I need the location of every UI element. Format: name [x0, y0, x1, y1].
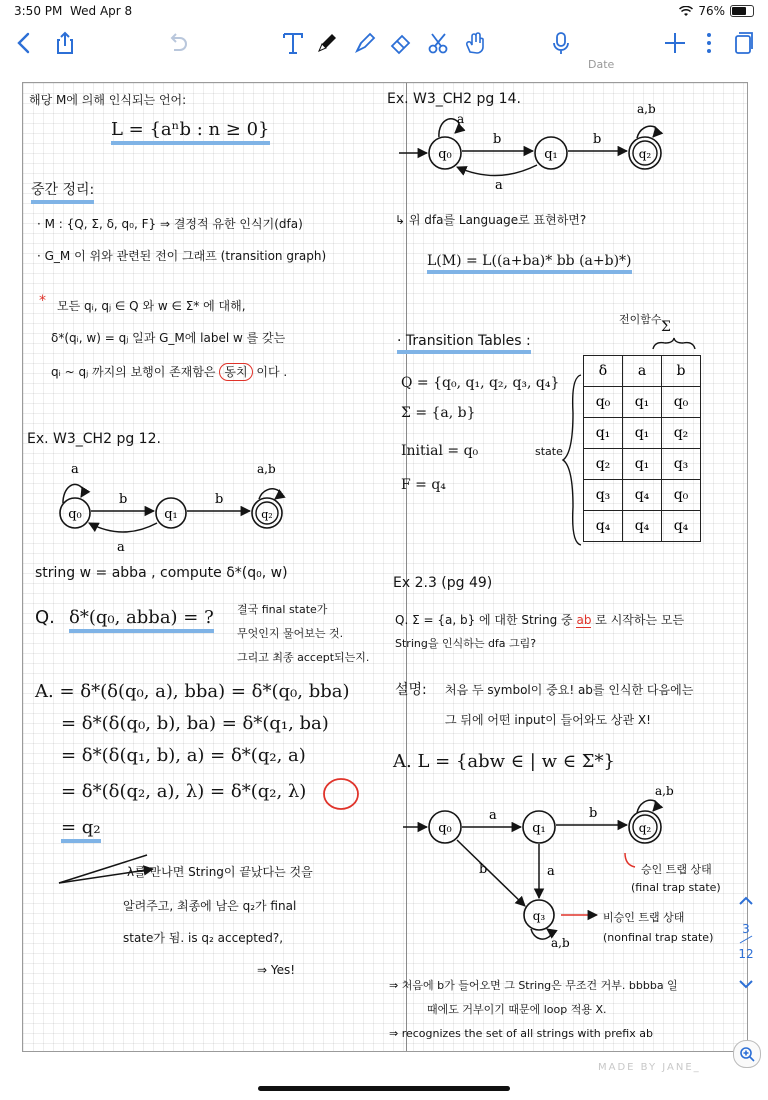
tt-transition-label: 전이함수 [619, 313, 662, 326]
total-pages: 12 [738, 947, 754, 961]
dfa1-edge-q0-q1: b [119, 492, 128, 507]
hand-tool-button[interactable] [460, 28, 490, 58]
summary-bullet-1: · M : {Q, Σ, δ, q₀, F} ⇒ 결정적 유한 인식기(dfa) [37, 217, 303, 231]
lasso-button[interactable] [424, 28, 454, 58]
lasso-scissors-icon [426, 30, 452, 56]
question-note-1: 결국 final state가 [237, 603, 328, 616]
final-note-2: 때에도 거부이기 때문에 loop 적용 X. [427, 1003, 607, 1016]
star-mark: * [39, 293, 46, 309]
note-line-4: ⇒ Yes! [257, 963, 296, 977]
accept-trap-note-1: 승인 트랩 상태 [641, 863, 712, 876]
dfa1-edge-q1-q0: a [117, 540, 125, 555]
table-row [584, 387, 701, 418]
table-cell: q₁ [584, 418, 623, 449]
dfa2-edge-q0-q1: b [493, 132, 502, 147]
example-1-title: Ex. W3_CH2 pg 12. [27, 431, 161, 447]
pen-tool-button[interactable] [312, 28, 342, 58]
example-3-question-text: Q. Σ = {a, b} 에 대한 String 중 [395, 613, 573, 627]
current-page: 3 [742, 922, 750, 936]
explanation-line-2: 그 뒤에 어떤 input이 들어와도 상관 X! [445, 713, 651, 727]
tt-initial: Initial = q₀ [401, 443, 479, 459]
tt-sigma-label: Σ [661, 319, 671, 335]
dfa3-edge-q1-q3: a [547, 864, 555, 879]
table-header-cell: δ [584, 356, 623, 387]
dfa1-edge-q1-q2: b [215, 492, 224, 507]
dfa3-edge-q1-q2: b [589, 806, 598, 821]
tt-state-brace [561, 373, 583, 547]
final-note-3: ⇒ recognizes the set of all strings with prefix ab [389, 1027, 653, 1040]
table-cell: q₀ [662, 387, 701, 418]
dfa3-q1: q₁ [532, 821, 546, 836]
dfa-diagram-2 [393, 89, 693, 193]
text-tool-icon [280, 30, 306, 56]
eraser-button[interactable] [386, 28, 416, 58]
final-note-1: ⇒ 처음에 b가 들어오면 그 String은 무조건 거부. bbbba 일 [389, 979, 678, 992]
example-3-title: Ex 2.3 (pg 49) [393, 575, 493, 591]
page-header [0, 58, 768, 80]
tt-states: Q = {q₀, q₁, q₂, q₃, q₄} [401, 375, 560, 391]
hand-icon [462, 30, 488, 56]
trap-note-1: 비승인 트랩 상태 [603, 911, 685, 924]
pages-button[interactable] [728, 28, 758, 58]
dfa3-edge-q0-q1: a [489, 808, 497, 823]
tt-final: F = q₄ [401, 477, 446, 493]
share-icon [52, 30, 78, 56]
table-header-row [584, 356, 701, 387]
table-cell: q₄ [662, 511, 701, 542]
example-3-question-2: String을 인식하는 dfa 그림? [395, 637, 537, 650]
table-row [584, 449, 701, 480]
toolbar [0, 22, 768, 66]
dfa2-loop-q0: a [457, 112, 465, 126]
note-line-1: λ를 만나면 String이 끝났다는 것을 [127, 865, 313, 879]
table-cell: q₁ [623, 387, 662, 418]
dfa1-loop-q2: a,b [257, 462, 276, 476]
transition-table [583, 355, 701, 542]
transition-tables-heading: · Transition Tables : [397, 333, 531, 354]
add-icon [662, 30, 688, 56]
table-row [584, 511, 701, 542]
dfa3-q3: q₃ [532, 909, 546, 923]
table-header-cell: a [623, 356, 662, 387]
dfa1-q0: q₀ [68, 507, 82, 522]
equivalence-circled: 동치 [219, 363, 252, 381]
eraser-icon [388, 30, 414, 56]
share-button[interactable] [50, 28, 80, 58]
dfa3-q0: q₀ [438, 821, 452, 836]
table-cell: q₁ [623, 418, 662, 449]
dfa2-edge-q1-q0: a [495, 178, 503, 193]
dfa2-loop-q2: a,b [637, 102, 656, 116]
dfa3-loop-q3: a,b [551, 936, 570, 950]
home-indicator[interactable] [258, 1086, 510, 1091]
pages-icon [730, 30, 756, 56]
dfa2-q0: q₀ [438, 147, 452, 162]
chevron-down-icon[interactable] [738, 977, 754, 991]
explanation-label: 설명: [395, 682, 427, 698]
page-navigator [732, 894, 760, 1006]
example-3-question-tail: 로 시작하는 모든 [595, 613, 685, 627]
answer-result: = q₂ [61, 817, 101, 843]
page-separator [740, 936, 753, 944]
date-label: Date [588, 58, 615, 71]
question-expression: δ*(q₀, abba) = ? [69, 607, 214, 633]
back-button[interactable] [10, 28, 40, 58]
battery-icon [730, 5, 754, 17]
question-note-3: 그리고 최종 accept되는지. [237, 651, 370, 664]
zoom-button[interactable] [733, 1040, 761, 1068]
highlighter-icon [352, 30, 378, 56]
highlighter-button[interactable] [350, 28, 380, 58]
question-label: Q. [35, 607, 55, 628]
table-cell: q₄ [623, 480, 662, 511]
undo-button[interactable] [162, 28, 192, 58]
text-tool-button[interactable] [278, 28, 308, 58]
dfa2-q1: q₁ [544, 147, 558, 162]
dfa1-q2: q₂ [261, 508, 273, 521]
table-cell: q₀ [584, 387, 623, 418]
summary-heading: 중간 정리: [31, 179, 94, 204]
trap-note-2: (nonfinal trap state) [603, 931, 714, 944]
microphone-button[interactable] [546, 28, 576, 58]
star-line-3 [51, 363, 287, 380]
note-line-2: 알려주고, 최종에 남은 q₂가 final [123, 899, 297, 913]
table-cell: q₂ [584, 449, 623, 480]
add-page-button[interactable] [660, 28, 690, 58]
dfa2-q2: q₂ [638, 147, 652, 161]
language-heading: 해당 M에 의해 인식되는 언어: [29, 93, 187, 107]
star-line-3-tail: 이다 . [256, 365, 288, 379]
status-time: 3:50 PM Wed Apr 8 [14, 4, 133, 18]
tt-state-label: state [535, 445, 563, 458]
table-cell: q₃ [584, 480, 623, 511]
question-note-2: 무엇인지 물어보는 것. [237, 627, 344, 640]
tt-alphabet: Σ = {a, b} [401, 405, 476, 421]
star-line-2: δ*(qᵢ, w) = qⱼ 일과 G_M에 label w 를 갖는 [51, 331, 286, 345]
summary-bullet-2: · G_M 이 위와 관련된 전이 그래프 (transition graph) [37, 249, 327, 263]
example-3-question-1 [395, 611, 684, 628]
zoom-in-icon [739, 1046, 755, 1062]
table-cell: q₁ [623, 449, 662, 480]
more-icon [696, 30, 722, 56]
dfa3-edge-q0-q3: b [479, 862, 488, 877]
table-cell: q₄ [623, 511, 662, 542]
string-line: string w = abba , compute δ*(q₀, w) [35, 565, 288, 581]
wifi-icon [679, 6, 693, 17]
dfa-diagram-1 [53, 457, 313, 553]
note-line-3: state가 됨. is q₂ accepted?, [123, 931, 284, 945]
language-definition: L = {aⁿb : n ≥ 0} [111, 119, 270, 145]
battery-percent: 76% [698, 4, 725, 18]
tt-sigma-brace [651, 337, 697, 351]
table-cell: q₄ [584, 511, 623, 542]
microphone-icon [548, 30, 574, 56]
example-3-answer: A. L = {abw ∈ | w ∈ Σ*} [393, 751, 615, 772]
accept-trap-note-2: (final trap state) [631, 881, 721, 894]
star-line-1: 모든 qᵢ, qⱼ ∈ Q 와 w ∈ Σ* 에 대해, [57, 299, 246, 313]
back-icon [12, 30, 38, 56]
table-row [584, 480, 701, 511]
table-header-cell: b [662, 356, 701, 387]
made-by-watermark: MADE BY JANE_ [598, 1062, 701, 1073]
table-cell: q₃ [662, 449, 701, 480]
answer-line-1: A. = δ*(δ(q₀, a), bba) = δ*(q₀, bba) [35, 681, 350, 702]
language-answer: L(M) = L((a+ba)* bb (a+b)*) [427, 253, 632, 274]
dfa2-edge-q1-q2: b [593, 132, 602, 147]
table-cell: q₀ [662, 480, 701, 511]
note-page[interactable] [22, 82, 748, 1052]
table-row [584, 418, 701, 449]
answer-line-3: = δ*(δ(q₁, b), a) = δ*(q₂, a) [61, 745, 306, 766]
undo-icon [164, 30, 190, 56]
lambda-circle-mark [321, 777, 361, 811]
status-bar [0, 0, 768, 22]
dfa3-loop-q2: a,b [655, 784, 674, 798]
more-button[interactable] [694, 28, 724, 58]
dfa3-q2: q₂ [638, 821, 652, 835]
ab-prefix-underlined: ab [576, 613, 592, 627]
dfa1-loop-q0: a [71, 462, 79, 477]
answer-line-2: = δ*(δ(q₀, b), ba) = δ*(q₁, ba) [61, 713, 329, 734]
dfa1-q1: q₁ [164, 507, 178, 522]
table-cell: q₂ [662, 418, 701, 449]
chevron-up-icon[interactable] [738, 894, 754, 908]
pen-icon [314, 30, 340, 56]
language-question: ↳ 위 dfa를 Language로 표현하면? [395, 213, 587, 227]
example-2-title: Ex. W3_CH2 pg 14. [387, 91, 521, 107]
explanation-line-1: 처음 두 symbol이 중요! ab를 인식한 다음에는 [445, 683, 694, 697]
answer-line-4: = δ*(δ(q₂, a), λ) = δ*(q₂, λ) [61, 781, 307, 802]
star-line-3-text: qᵢ ~ qⱼ 까지의 보행이 존재함은 [51, 365, 216, 379]
